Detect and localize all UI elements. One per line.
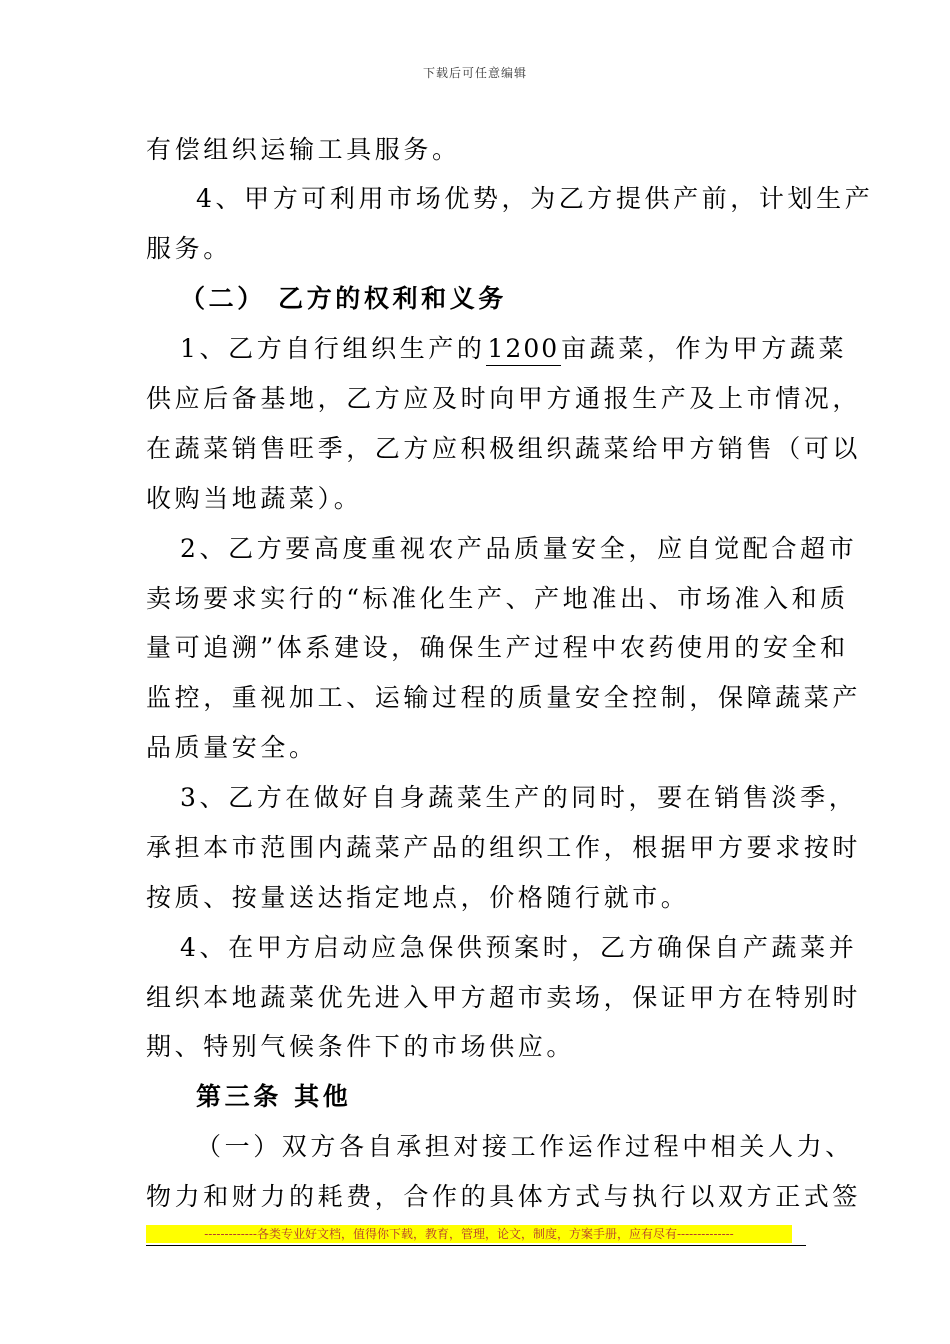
underlined-number: 1200 (486, 333, 562, 366)
section-heading: （二） 乙方的权利和义务 (180, 284, 507, 313)
paragraph-line: （一）双方各自承担对接工作运作过程中相关人力、 (196, 1132, 854, 1161)
paragraph-line: 组织本地蔬菜优先进入甲方超市卖场，保证甲方在特别时 (146, 983, 862, 1012)
page-header: 下载后可任意编辑 (422, 66, 527, 80)
line-text: 1、乙方自行组织生产的 (180, 334, 486, 363)
paragraph-line: 供应后备基地，乙方应及时向甲方通报生产及上市情况， (146, 384, 862, 413)
paragraph-line: 2、乙方要高度重视农产品质量安全，应自觉配合超市 (180, 534, 858, 563)
paragraph-line: 4、在甲方启动应急保供预案时，乙方确保自产蔬菜并 (180, 933, 858, 962)
paragraph-line: 卖场要求实行的“标准化生产、产地准出、市场准入和质 (146, 584, 849, 613)
paragraph-line: 量可追溯”体系建设，确保生产过程中农药使用的安全和 (146, 633, 849, 662)
paragraph-line: 承担本市范围内蔬菜产品的组织工作，根据甲方要求按时 (146, 833, 862, 862)
paragraph-line: 有偿组织运输工具服务。 (146, 135, 461, 164)
paragraph-line: 在蔬菜销售旺季，乙方应积极组织蔬菜给甲方销售（可以 (146, 434, 862, 463)
paragraph-line: 品质量安全。 (146, 733, 318, 762)
paragraph-line: 服务。 (146, 234, 232, 263)
footer-banner: -------------各类专业好文档，值得你下载，教育，管理，论文，制度，方案手册，应有尽有-------------- (146, 1225, 792, 1243)
paragraph-line: 期、特别气候条件下的市场供应。 (146, 1032, 576, 1061)
paragraph-line: 收购当地蔬菜）。 (146, 484, 363, 513)
paragraph-line (180, 333, 847, 365)
paragraph-line: 4、甲方可利用市场优势，为乙方提供产前，计划生产 (196, 184, 874, 213)
section-heading: 第三条 其他 (196, 1082, 352, 1111)
paragraph-line: 按质、按量送达指定地点，价格随行就市。 (146, 883, 690, 912)
footer-divider (146, 1245, 806, 1246)
paragraph-line: 物力和财力的耗费，合作的具体方式与执行以双方正式签 (146, 1182, 862, 1211)
line-text: 亩蔬菜，作为甲方蔬菜 (561, 334, 848, 363)
paragraph-line: 3、乙方在做好自身蔬菜生产的同时，要在销售淡季， (180, 783, 858, 812)
paragraph-line: 监控，重视加工、运输过程的质量安全控制，保障蔬菜产 (146, 683, 862, 712)
